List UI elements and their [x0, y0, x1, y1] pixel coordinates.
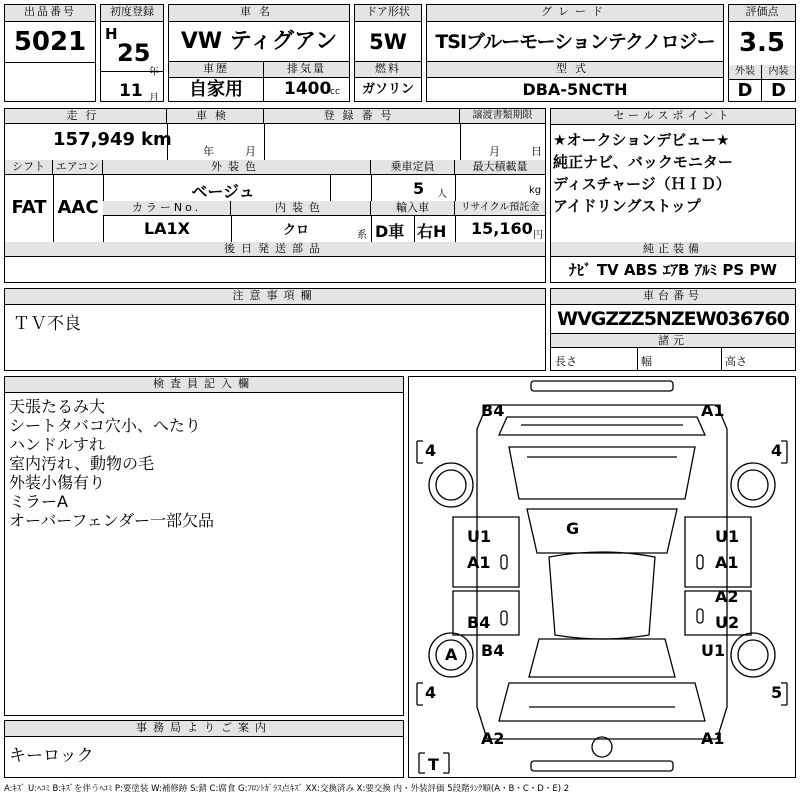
capacity: 5 [413, 179, 425, 198]
reg-month: 11 [119, 81, 143, 101]
lot-no-box [4, 4, 96, 102]
mark-door-rl-top: B4 [467, 613, 491, 632]
load-label: 最大積載量 [455, 160, 545, 175]
mileage-unit: km [141, 129, 172, 150]
reg-no-label: 登録番号 [264, 109, 460, 124]
mileage: 157,949 [53, 129, 135, 150]
height-label: 高さ [725, 355, 747, 368]
score-label: 評価点 [729, 5, 795, 22]
aircon: AAC [57, 197, 99, 218]
spec-block [4, 108, 546, 283]
door-box [354, 4, 422, 62]
caution-label: 注意事項欄 [5, 289, 545, 305]
transfer-month-unit: 月 [489, 145, 500, 158]
year-unit: 年 [149, 67, 159, 78]
mark-rear-right: A1 [701, 729, 725, 748]
history-label: 車歴 [169, 62, 263, 78]
sales-points-box [550, 108, 796, 283]
dims-label: 諸元 [551, 333, 795, 348]
history-box [168, 62, 264, 102]
model: DBA-5NCTH [522, 80, 628, 99]
interior-suffix: 系 [357, 230, 367, 241]
sales-line: 純正ナビ、バックモニター [553, 153, 733, 171]
car-name-label: 車名 [169, 5, 349, 22]
score-box [728, 4, 796, 102]
legend: A:ｷｽﾞ U:ﾍｺﾐ B:ｷｽﾞを伴うﾍｺﾐ P:要塗装 W:補修跡 S:錆 C:腐食 G:ﾌﾛﾝﾄｶﾞﾗｽ点ｷｽﾞ XX:交換済み X:要交換 内・外装評価 5段階ﾗﾝｸ順(A・B・C・D・E) 2 [4, 784, 570, 794]
mark-tire-rr: 5 [771, 683, 783, 702]
car-outline [409, 377, 795, 777]
color-label: 外装色 [103, 160, 371, 175]
load-unit: kg [529, 185, 542, 196]
later-parts-label: 後日発送部品 [5, 242, 545, 257]
office-text: キーロック [9, 746, 94, 766]
chassis-label: 車台番号 [551, 289, 795, 305]
interior-color: クロ [282, 223, 309, 238]
transfer-day-unit: 日 [531, 145, 542, 158]
interior-color-label: 内装色 [231, 201, 371, 216]
exterior-color: ベージュ [191, 182, 255, 201]
color-no-label: カラーNo. [103, 201, 231, 216]
inspector-note: シートタバコ穴小、へたり [9, 416, 201, 435]
fuel-label: 燃料 [355, 62, 421, 78]
capacity-unit: 人 [437, 189, 447, 200]
lot-no: 5021 [13, 27, 87, 57]
car-name-box [168, 4, 350, 62]
model-label: 型式 [427, 62, 723, 78]
sales-points-label: セールスポイント [551, 109, 795, 125]
grade: TSIブルーモーションテクノロジー [435, 31, 715, 53]
era: H [105, 25, 118, 43]
equipment-label: 純正装備 [551, 242, 795, 257]
inspection-label: 車検 [167, 109, 264, 124]
inspector-note: 天張たるみ大 [9, 397, 106, 416]
mark-spare: T [428, 755, 439, 774]
fuel-box [354, 62, 422, 102]
mark-door-fl-top: U1 [467, 527, 492, 546]
sales-line: ディスチャージ（ＨＩＤ） [553, 175, 731, 193]
int-label: 内装 [762, 65, 795, 80]
mark-tire-fl: 4 [425, 441, 437, 460]
chassis-no: WVGZZZ5NZEW036760 [557, 308, 789, 330]
mark-wheel-rl: A [445, 645, 458, 664]
lot-no-label: 出品番号 [5, 5, 95, 22]
inspector-label: 検査員記入欄 [5, 377, 403, 393]
mark-tire-fr: 4 [771, 441, 783, 460]
inspector-note: ミラーA [9, 492, 68, 511]
width-label: 幅 [641, 355, 652, 368]
reg-year: 25 [117, 39, 151, 67]
office-box [4, 720, 404, 778]
fuel: ガソリン [361, 82, 414, 97]
inspector-note: オーバーフェンダー一部欠品 [9, 511, 214, 530]
displacement-unit: cc [330, 87, 340, 97]
history: 自家用 [189, 79, 243, 100]
shift-label: シフト [5, 160, 53, 175]
sales-line: ★オークションデビュー★ [553, 131, 730, 149]
displacement: 1400 [284, 79, 332, 99]
ext-label: 外装 [729, 65, 762, 80]
mark-door-rr-top: A2 [715, 587, 739, 606]
inspector-note: ハンドルすれ [9, 435, 106, 454]
inspector-note: 室内汚れ、動物の毛 [9, 454, 154, 473]
shift: FAT [11, 197, 47, 218]
month-unit: 月 [149, 93, 159, 104]
handle-side: 右H [417, 222, 447, 241]
import-type: D車 [375, 222, 405, 241]
displacement-box [264, 62, 350, 102]
inspector-note: 外装小傷有り [9, 473, 106, 492]
equipment: ﾅﾋﾞ TV ABS ｴｱB ｱﾙﾐ PS PW [569, 261, 777, 279]
mark-front-left: B4 [481, 401, 505, 420]
mark-roof: G [566, 519, 580, 538]
door-type: 5W [369, 30, 407, 54]
import-label: 輸入車 [371, 201, 455, 216]
mark-door-fr-bottom: A1 [715, 553, 739, 572]
int-score: D [771, 80, 786, 101]
caution-text: ＴＶ不良 [13, 314, 81, 334]
door-label: ドア形状 [355, 5, 421, 22]
displacement-label: 排気量 [264, 62, 349, 78]
mark-door-rr-bottom: U1 [701, 641, 726, 660]
mark-door-rr-mid: U2 [715, 613, 740, 632]
car-name: VW ティグアン [180, 29, 338, 54]
inspection-month-unit: 月 [245, 145, 256, 158]
car-diagram [408, 376, 796, 778]
recycle-fee: 15,160 [471, 219, 533, 238]
sales-line: アイドリングストップ [553, 197, 701, 215]
transfer-label: 譲渡書類期限 [460, 109, 545, 124]
first-reg-label: 初度登録 [101, 5, 163, 22]
first-reg-box [100, 4, 164, 102]
mark-tire-rl: 4 [425, 683, 437, 702]
aircon-label: エアコン [53, 160, 103, 175]
model-box [426, 62, 724, 102]
capacity-label: 乗車定員 [371, 160, 455, 175]
mark-door-fr-top: U1 [715, 527, 740, 546]
caution-box [4, 288, 546, 371]
length-label: 長さ [555, 355, 577, 368]
ext-score: D [729, 80, 762, 101]
recycle-unit: 円 [533, 230, 543, 241]
mark-door-fl-bottom: A1 [467, 553, 491, 572]
inspector-box [4, 376, 404, 716]
mark-door-rl-bottom: B4 [481, 641, 505, 660]
color-no: LA1X [143, 219, 191, 238]
inspection-year-unit: 年 [203, 145, 214, 158]
mark-rear-left: A2 [481, 729, 505, 748]
chassis-box [550, 288, 796, 371]
mark-front-right: A1 [701, 401, 725, 420]
recycle-label: リサイクル預託金 [455, 201, 545, 216]
grade-label: グレード [427, 5, 723, 22]
mileage-label: 走行 [5, 109, 167, 124]
score: 3.5 [738, 28, 786, 58]
grade-box [426, 4, 724, 62]
office-label: 事務局よりご案内 [5, 721, 403, 737]
